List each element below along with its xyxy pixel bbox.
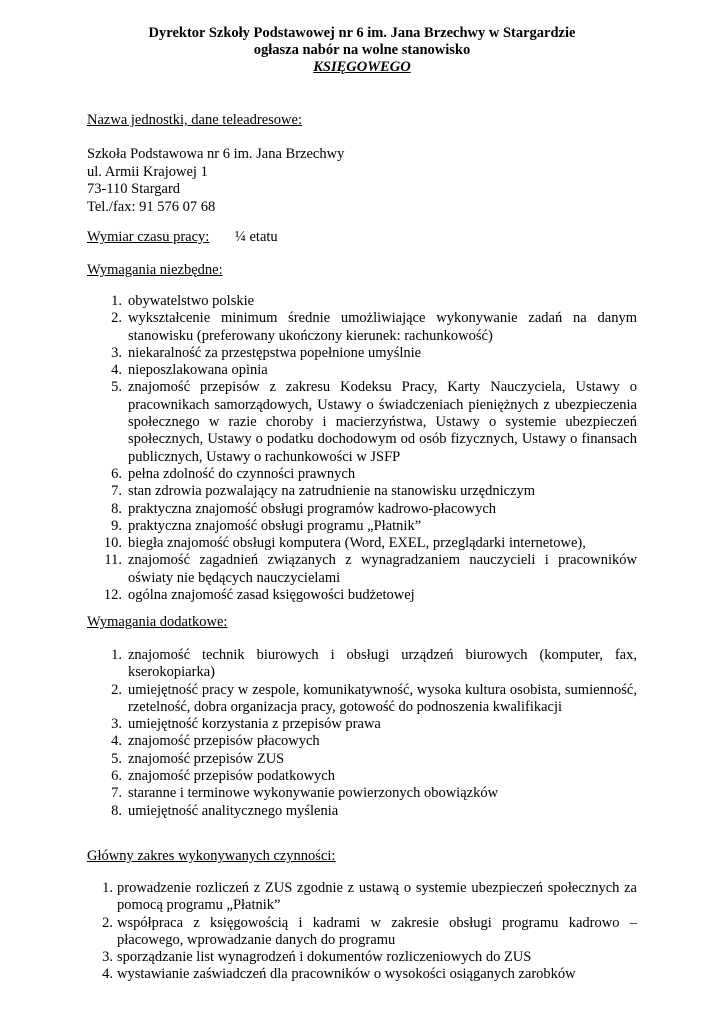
unit-phone: Tel./fax: 91 576 07 68 [87,198,216,215]
required-heading: Wymagania niezbędne: [87,262,223,278]
list-item: 3. umiejętność korzystania z przepisów prawa [111,716,381,733]
list-item: 2. umiejętność pracy w zespole, komunikatywność, wysoka kultura osobista, sumienność, rzetelność, dobra organizacja pracy, gotowość do podnoszenia kwalifikacji [111,681,637,715]
work-time [87,229,278,246]
unit-street: ul. Armii Krajowej 1 [87,163,208,180]
list-item: 7. staranne i terminowe wykonywanie powierzonych obowiązków [111,785,499,802]
list-item: 4. nieposzlakowana opinia [111,362,268,379]
header-subtitle: ogłasza nabór na wolne stanowisko [253,42,471,58]
list-item: 8. praktyczna znajomość obsługi programów kadrowo-płacowych [111,500,497,517]
list-item: 1. znajomość technik biurowych i obsługi urządzeń biurowych (komputer, fax, kserokopiarka) [111,647,637,681]
list-item: 7. stan zdrowia pozwalający na zatrudnienie na stanowisku urzędniczym [111,483,536,500]
list-item: 12. ogólna znajomość zasad księgowości budżetowej [103,587,415,604]
unit-heading: Nazwa jednostki, dane teleadresowe: [87,112,302,128]
unit-name: Szkoła Podstawowa nr 6 im. Jana Brzechwy [87,146,345,162]
list-item: 2. współpraca z księgowością i kadrami w zakresie obsługi programu kadrowo – płacowego, wprowadzanie danych do programu [102,914,637,948]
list-item: 1. obywatelstwo polskie [111,293,255,309]
list-item: 4. wystawianie zaświadczeń dla pracowników o wysokości osiąganych zarobków [102,966,576,983]
list-item: 3. sporządzanie list wynagrodzeń i dokumentów rozliczeniowych do ZUS [102,949,532,966]
list-item: 1. prowadzenie rozliczeń z ZUS zgodnie z ustawą o systemie ubezpieczeń społecznych za pomocą programu „Płatnik” [102,880,637,914]
header-position: KSIĘGOWEGO [313,59,411,75]
list-item: 4. znajomość przepisów płacowych [111,733,320,750]
unit-city: 73-110 Stargard [87,181,181,198]
list-item: 10. biegła znajomość obsługi komputera (Word, EXEL, przeglądarki internetowe), [103,535,586,552]
list-item: 2. wykształcenie minimum średnie umożliwiające wykonywanie zadań na danym stanowisku (preferowany ukończony kierunek: rachunkowość) [111,310,637,344]
work-time-label: Wymiar czasu pracy: [87,229,210,245]
list-item: 6. pełna zdolność do czynności prawnych [111,465,356,482]
duties-heading: Główny zakres wykonywanych czynności: [87,848,336,864]
list-item: 8. umiejętność analitycznego myślenia [111,802,339,819]
announcement-header [0,25,724,76]
additional-heading: Wymagania dodatkowe: [87,614,228,630]
list-item: 11. znajomość zagadnień związanych z wynagradzaniem nauczycieli i pracowników oświaty nie będących nauczycielami [104,552,637,586]
unit-address [87,146,344,216]
list-item: 9. praktyczna znajomość obsługi programu „Płatnik” [111,517,422,534]
work-time-value: ¼ etatu [235,229,278,245]
additional-list [111,647,637,820]
header-title: Dyrektor Szkoły Podstawowej nr 6 im. Jana Brzechwy w Stargardzie [148,25,576,41]
list-item: 5. znajomość przepisów ZUS [111,750,285,767]
duties-list [102,880,637,984]
required-list [103,293,637,604]
list-item: 3. niekaralność za przestępstwa popełnione umyślnie [111,344,422,361]
list-item: 6. znajomość przepisów podatkowych [111,768,335,785]
list-item: 5. znajomość przepisów z zakresu Kodeksu Pracy, Karty Nauczyciela, Ustawy o pracownikach samorządowych, Ustawy o świadczeniach pieniężnych z ubezpieczenia społecznego w razie choroby i macierzyństwa, Ustawy o systemie ubezpieczeń społecznych, Ustawy o podatku dochodowym od osób fizycznych, Ustawy o finansach publicznych, Ustawy o rachunkowości w JSFP [111,379,637,465]
